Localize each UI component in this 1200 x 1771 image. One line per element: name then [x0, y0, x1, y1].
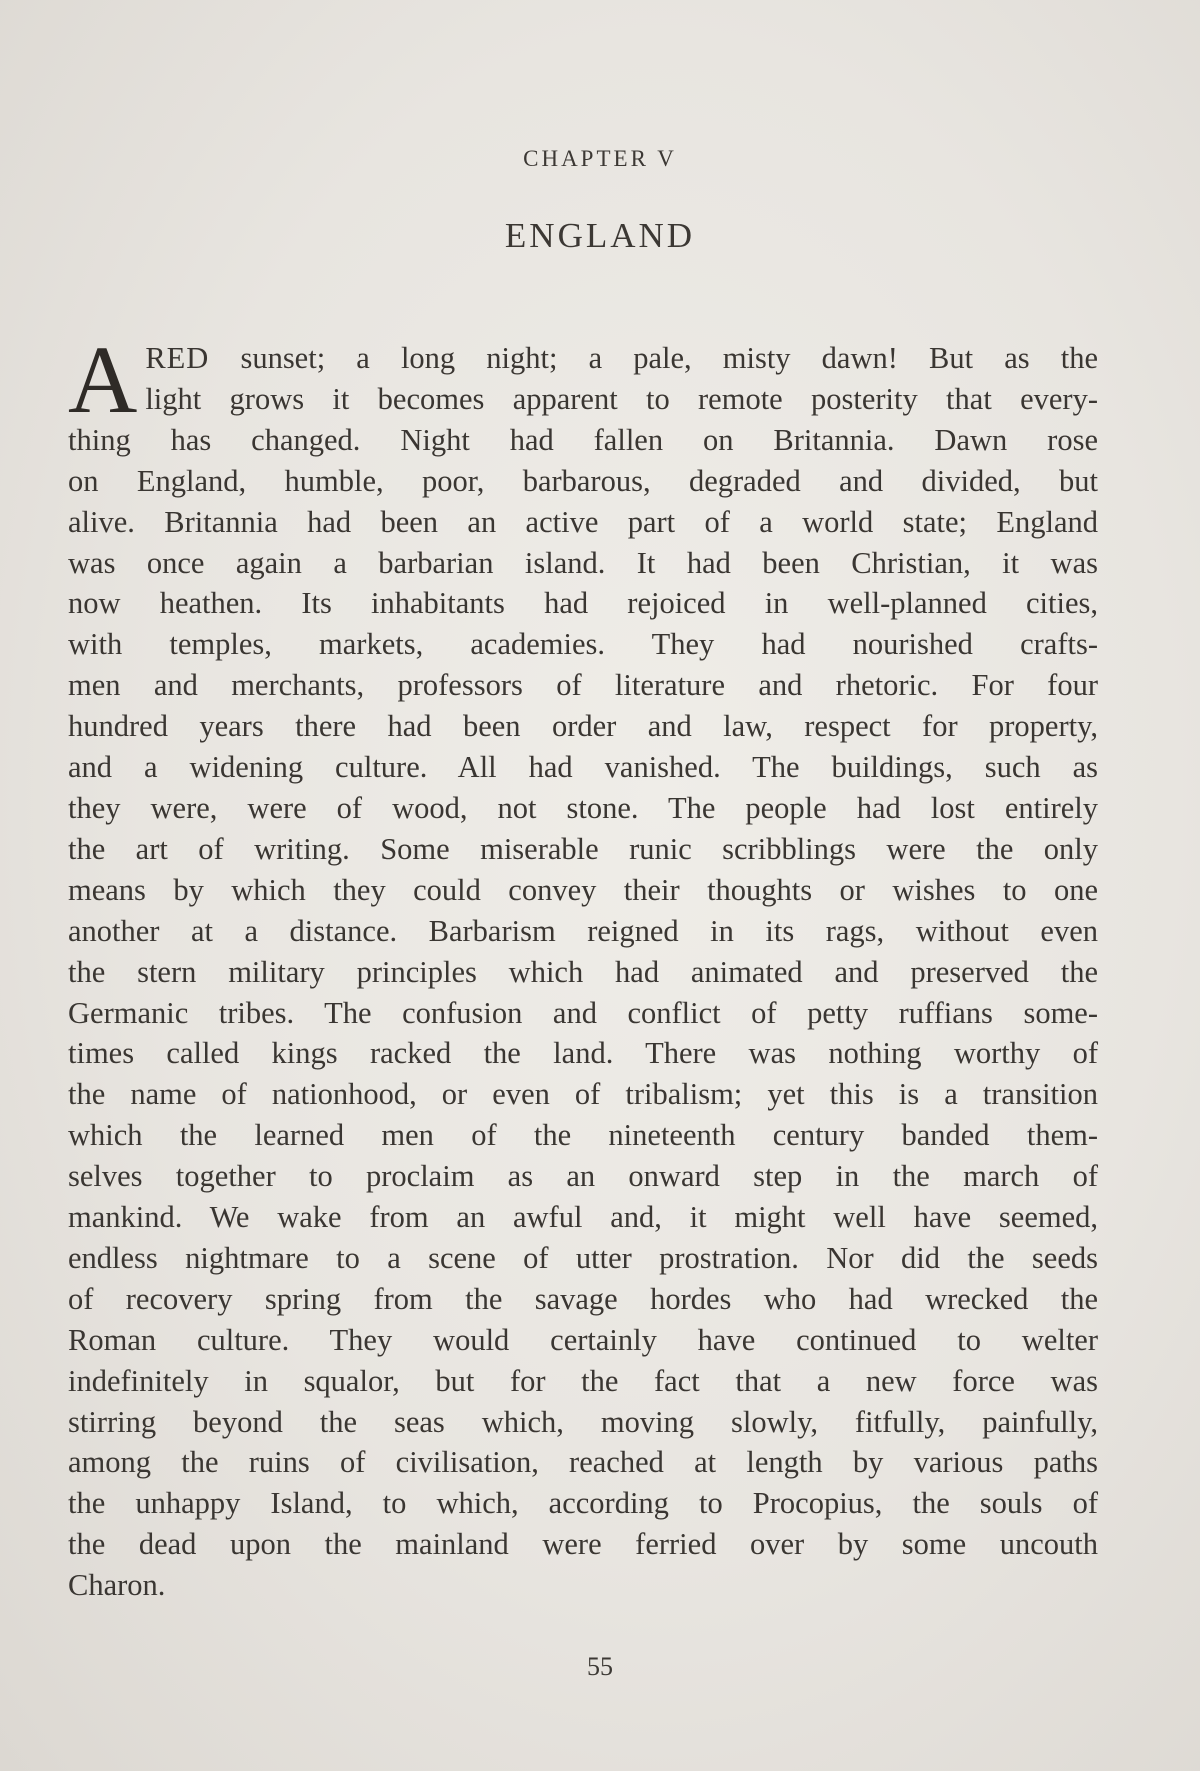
chapter-title: ENGLAND — [504, 216, 696, 255]
body-line: Roman culture. They would certainly have continued to welter — [68, 1322, 1098, 1357]
body-line-1 — [68, 338, 1098, 379]
body-line: the name of nationhood, or even of tribalism; yet this is a transition — [68, 1077, 1098, 1112]
body-line: and a widening culture. All had vanished. The buildings, such as — [68, 750, 1098, 785]
body-line: the art of writing. Some miserable runic scribblings were the only — [68, 831, 1098, 866]
body-line: they were, were of wood, not stone. The people had lost entirely — [68, 790, 1098, 825]
body-line: Germanic tribes. The confusion and conflict of petty ruffians some- — [68, 995, 1098, 1030]
body-line: times called kings racked the land. There was nothing worthy of — [68, 1036, 1098, 1071]
body-line: alive. Britannia had been an active part of a world state; England — [68, 504, 1098, 539]
drop-cap: A — [68, 326, 138, 433]
body-line: Charon. — [68, 1568, 166, 1603]
body-line: another at a distance. Barbarism reigned in its rags, without even — [68, 913, 1098, 948]
body-line: was once again a barbarian island. It had been Christian, it was — [68, 545, 1098, 580]
body-line: which the learned men of the nineteenth century banded them- — [68, 1118, 1098, 1153]
body-line: on England, humble, poor, barbarous, degraded and divided, but — [68, 463, 1098, 498]
body-line: means by which they could convey their thoughts or wishes to one — [68, 872, 1098, 907]
chapter-body — [68, 326, 1098, 1606]
body-line: men and merchants, professors of literature and rhetoric. For four — [68, 668, 1098, 703]
chapter-label: CHAPTER V — [523, 146, 677, 171]
body-lines — [68, 420, 1098, 1606]
body-line: endless nightmare to a scene of utter prostration. Nor did the seeds — [68, 1240, 1098, 1275]
opening-lines — [68, 326, 1098, 433]
body-line: now heathen. Its inhabitants had rejoiced in well-planned cities, — [68, 586, 1098, 621]
body-line: stirring beyond the seas which, moving slowly, fitfully, painfully, — [68, 1404, 1098, 1439]
body-line: hundred years there had been order and law, respect for property, — [68, 709, 1098, 744]
body-line-2: light grows it becomes apparent to remote posterity that every- — [145, 381, 1098, 416]
body-line: selves together to proclaim as an onward step in the march of — [68, 1159, 1098, 1194]
body-line: mankind. We wake from an awful and, it might well have seemed, — [68, 1200, 1098, 1235]
body-line: of recovery spring from the savage hordes who had wrecked the — [68, 1281, 1098, 1316]
lead-caps: RED — [145, 341, 210, 375]
page-number: 55 — [587, 1652, 613, 1681]
body-line: thing has changed. Night had fallen on Britannia. Dawn rose — [68, 422, 1098, 457]
body-line: indefinitely in squalor, but for the fact that a new force was — [68, 1363, 1098, 1398]
body-line: the dead upon the mainland were ferried over by some uncouth — [68, 1527, 1098, 1562]
body-line: among the ruins of civilisation, reached at length by various paths — [68, 1445, 1098, 1480]
body-line: with temples, markets, academies. They had nourished crafts- — [68, 627, 1098, 662]
body-line: the stern military principles which had animated and preserved the — [68, 954, 1098, 989]
first-line-text: sunset; a long night; a pale, misty dawn! But as the — [209, 341, 1098, 375]
body-line: the unhappy Island, to which, according to Procopius, the souls of — [68, 1486, 1098, 1521]
